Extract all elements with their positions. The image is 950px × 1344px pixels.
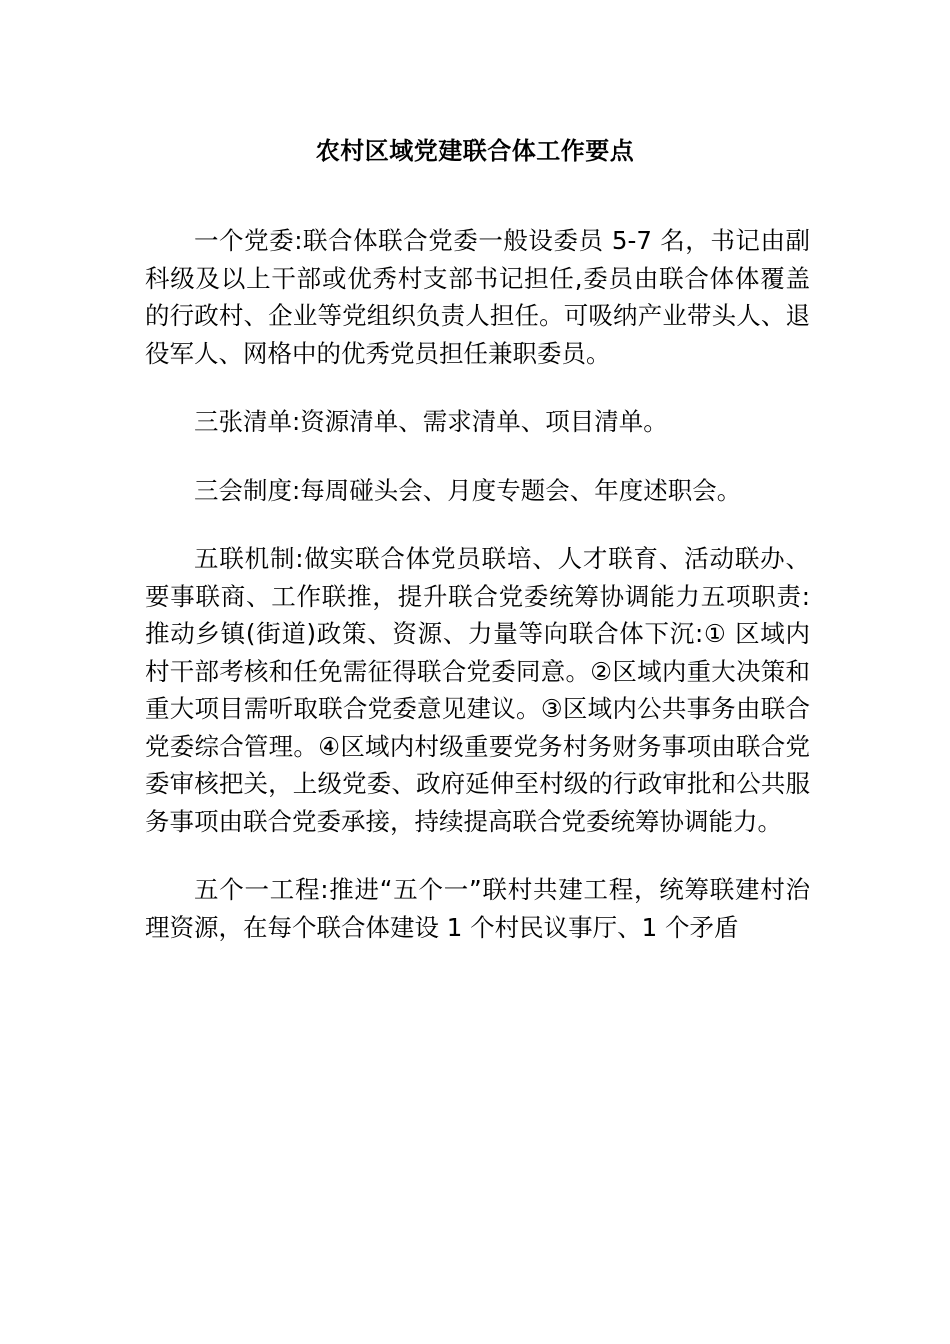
paragraph-five-ones: 五个一工程:推进“五个一”联村共建工程，统筹联建村治理资源，在每个联合体建设 1 个村民议事厅、1 个矛盾	[145, 875, 810, 942]
paragraph-three-lists: 三张清单:资源清单、需求清单、项目清单。	[194, 407, 668, 436]
paragraph-five-links: 五联机制:做实联合体党员联培、人才联育、活动联办、要事联商、工作联推，提升联合党委统筹协调能力五项职责:推动乡镇(街道)政策、资源、力量等向联合体下沉:① 区域内村干部考核和任免需征得联合党委同意。②区域内重大决策和重大项目需听取联合党委意见建议。③区域内公共事务由联合党委综合管理。④区域内村级重要党务村务财务事项由联合党委审核把关，上级党委、政府延伸至村级的行政审批和公共服务事项由联合党委承接，持续提高联合党委统筹协调能力。	[145, 544, 810, 836]
document-body	[145, 222, 810, 977]
paragraph-one-committee: 一个党委:联合体联合党委一般设委员 5-7 名，书记由副科级及以上干部或优秀村支部书记担任,委员由联合体体覆盖的行政村、企业等党组织负责人担任。可吸纳产业带头人、退役军人、网格中的优秀党员担任兼职委员。	[145, 226, 810, 368]
document-title: 农村区域党建联合体工作要点	[315, 137, 635, 165]
paragraph-three-meetings: 三会制度:每周碰头会、月度专题会、年度述职会。	[194, 475, 742, 505]
